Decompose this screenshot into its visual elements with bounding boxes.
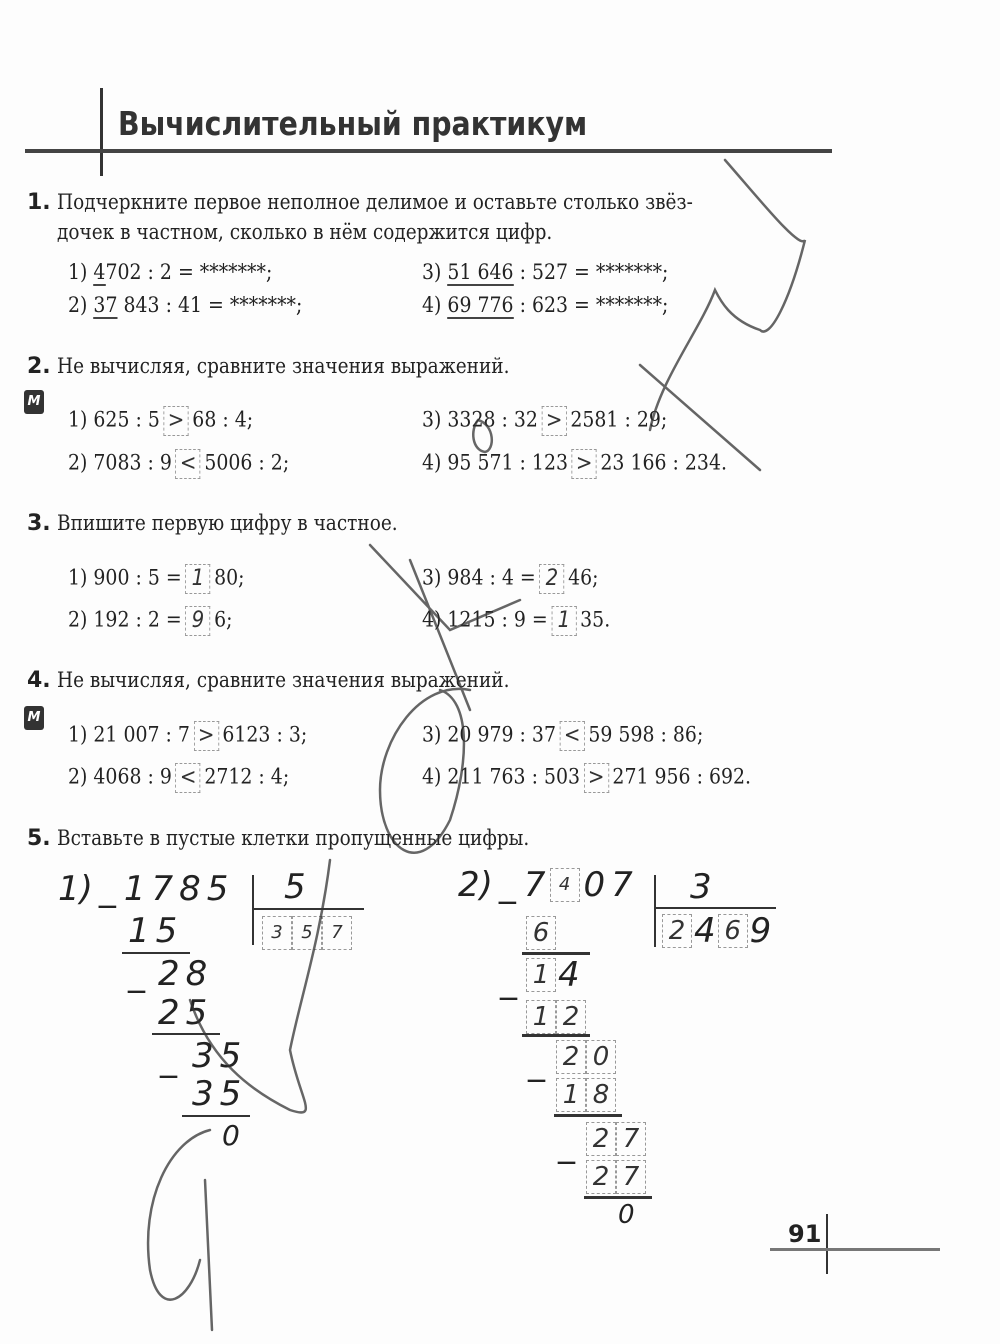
answer-box[interactable]: 1 (551, 606, 576, 636)
step-box[interactable]: 2 (586, 1160, 616, 1194)
task-2-text: Не вычисляя, сравните значения выражений. (57, 354, 510, 378)
step-box[interactable]: 1 (526, 958, 556, 992)
task-2-number: 2. (27, 354, 51, 379)
minus-sign: _ (528, 1043, 545, 1083)
task-1-number: 1. (27, 190, 51, 215)
mental-math-badge-icon: М (24, 706, 44, 730)
minus-sign: _ (128, 954, 145, 994)
task-3-item-1: 1) 900 : 5 = 1 80; (68, 564, 245, 594)
step-digit: 4 (558, 955, 580, 995)
division-1-divisor: 5 (284, 867, 312, 907)
quotient-digit: 9 (749, 911, 772, 951)
task-4-number: 4. (27, 668, 51, 693)
division-2-dividend-part: 07 (583, 865, 639, 905)
step: 25 (158, 993, 214, 1033)
task-3-number: 3. (27, 511, 51, 536)
mental-math-badge-icon: М (24, 390, 44, 414)
quotient-box[interactable]: 2 (662, 914, 692, 948)
scribble-stroke (650, 160, 805, 430)
task-1-text-line1: Подчеркните первое неполное делимое и оставьте столько звёз- (57, 190, 693, 214)
quotient-box[interactable]: 3 (262, 916, 292, 950)
step-box[interactable]: 6 (526, 916, 556, 950)
task-2-item-3: 3) 3328 : 32 > 2581 : 29; (422, 406, 667, 436)
dividend-box[interactable]: 4 (550, 868, 580, 902)
task-4-item-3: 3) 20 979 : 37 < 59 598 : 86; (422, 721, 703, 751)
scribble-stroke (190, 860, 330, 1113)
task-1-text-line2: дочек в частном, сколько в нём содержится цифр. (57, 220, 553, 244)
page-number-rule (770, 1248, 940, 1251)
task-3-item-2: 2) 192 : 2 = 9 6; (68, 606, 233, 636)
task-3-text: Впишите первую цифру в частное. (57, 511, 398, 535)
scribble-stroke (640, 365, 760, 470)
division-2-label: 2) (458, 865, 493, 905)
step-box[interactable]: 2 (556, 1000, 586, 1034)
division-1-dividend: 1785 (123, 869, 235, 909)
step-box[interactable]: 1 (526, 1000, 556, 1034)
quotient-box[interactable]: 6 (718, 914, 748, 948)
task-1-item-1: 1) 4702 : 2 = *******; (68, 260, 273, 284)
task-2-item-2: 2) 7083 : 9 < 5006 : 2; (68, 449, 289, 479)
step: 0 (222, 1119, 246, 1152)
task-4-item-4: 4) 211 763 : 503 > 271 956 : 692. (422, 763, 751, 793)
answer-box[interactable]: > (542, 406, 567, 436)
answer-box[interactable]: < (176, 449, 201, 479)
task-5-text: Вставьте в пустые клетки пропущенные цифры. (57, 826, 530, 850)
step: 35 (192, 1074, 248, 1114)
task-2-item-1: 1) 625 : 5 > 68 : 4; (68, 406, 253, 436)
task-2-item-4: 4) 95 571 : 123 > 23 166 : 234. (422, 449, 727, 479)
minus-sign: _ (160, 1039, 177, 1079)
page-number: 91 (788, 1220, 822, 1248)
step-box[interactable]: 2 (556, 1040, 586, 1074)
step-box[interactable]: 0 (586, 1040, 616, 1074)
quotient-box[interactable]: 7 (322, 916, 352, 950)
scribble-stroke (380, 689, 470, 853)
page-title: Вычислительный практикум (118, 104, 588, 143)
step-box[interactable]: 2 (586, 1122, 616, 1156)
step: 0 (618, 1200, 641, 1230)
minus-sign: _ (500, 961, 517, 1001)
task-3-item-4: 4) 1215 : 9 = 1 35. (422, 606, 610, 636)
task-1-item-3: 3) 51 646 : 527 = *******; (422, 260, 669, 284)
scribble-stroke (370, 545, 520, 710)
step: 15 (128, 911, 184, 951)
answer-box[interactable]: > (584, 763, 609, 793)
step-box[interactable]: 7 (616, 1122, 646, 1156)
scribble-stroke (205, 1180, 212, 1330)
task-3-item-3: 3) 984 : 4 = 2 46; (422, 564, 599, 594)
task-4-item-1: 1) 21 007 : 7 > 6123 : 3; (68, 721, 307, 751)
quotient-box[interactable]: 5 (292, 916, 322, 950)
answer-box[interactable]: 2 (539, 564, 564, 594)
answer-box[interactable]: < (176, 763, 201, 793)
answer-box[interactable]: 9 (185, 606, 210, 636)
step-box[interactable]: 8 (586, 1078, 616, 1112)
answer-box[interactable]: > (572, 449, 597, 479)
task-5-number: 5. (27, 826, 51, 851)
scribble-stroke (473, 420, 492, 452)
division-2-dividend-part: 7 (523, 865, 546, 905)
division-2-divisor: 3 (690, 867, 718, 907)
minus-sign: _ (498, 865, 516, 905)
scribble-stroke (148, 1130, 210, 1300)
task-4-text: Не вычисляя, сравните значения выражений. (57, 668, 510, 692)
quotient-digit: 4 (694, 911, 716, 951)
answer-box[interactable]: > (194, 721, 219, 751)
minus-sign: _ (98, 869, 116, 909)
answer-box[interactable]: 1 (185, 564, 210, 594)
answer-box[interactable]: < (560, 721, 585, 751)
division-1-label: 1) (58, 869, 93, 909)
task-1-item-4: 4) 69 776 : 623 = *******; (422, 293, 669, 317)
step-box[interactable]: 7 (616, 1160, 646, 1194)
minus-sign: _ (558, 1125, 575, 1165)
task-1-item-2: 2) 37 843 : 41 = *******; (68, 293, 303, 317)
page-number-divider (826, 1214, 828, 1274)
step: 28 (158, 954, 214, 994)
step-box[interactable]: 1 (556, 1078, 586, 1112)
step: 35 (192, 1036, 248, 1076)
answer-box[interactable]: > (163, 406, 188, 436)
task-4-item-2: 2) 4068 : 9 < 2712 : 4; (68, 763, 289, 793)
